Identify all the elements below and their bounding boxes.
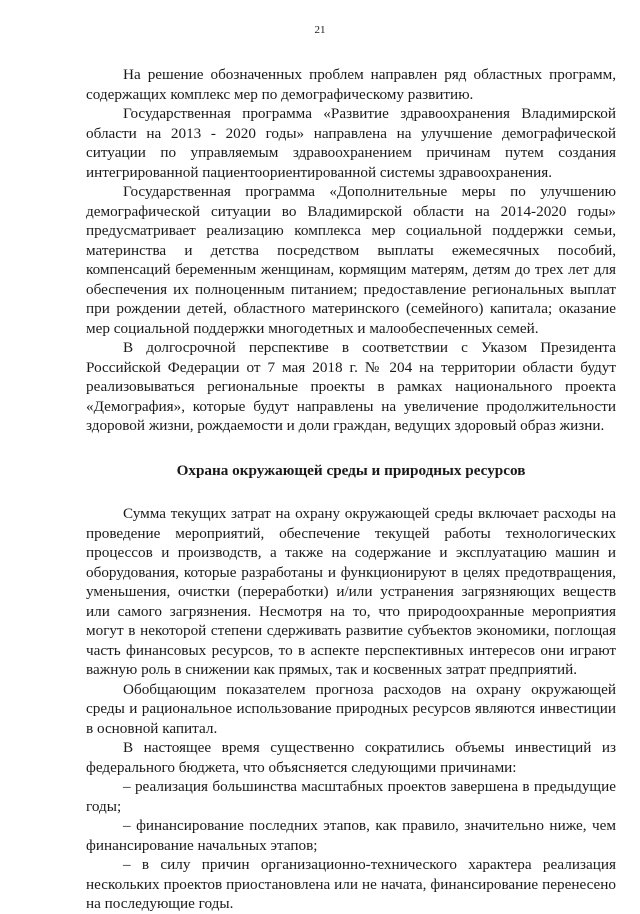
paragraph-national-project: В долгосрочной перспективе в соответствии с Указом Президента Российской Федерации от 7 мая 2018 г. № 204 на территории области будут реализовываться региональные проекты в рамках национального проекта «Демография», которые будут направлены на увеличение продолжительности здоровой жизни, рождаемости и доли граждан, ведущих здоровый образ жизни.	[86, 339, 616, 434]
list-item-reason-completed: – реализация большинства масштабных проектов завершена в предыдущие годы;	[86, 778, 616, 815]
page-content	[86, 65, 616, 914]
paragraph-federal-investment: В настоящее время существенно сократились объемы инвестиций из федерального бюджета, что объясняется следующими причинами:	[86, 739, 616, 776]
paragraph-healthcare-program: Государственная программа «Развитие здравоохранения Владимирской области на 2013 - 2020 годы» направлена на улучшение демографической ситуации по управляемым здравоохранением причинам путем создания интегрированной пациентоориентированной системы здравоохранения.	[86, 105, 616, 181]
list-item-reason-postponed: – в силу причин организационно-технического характера реализация нескольких проектов приостановлена или не начата, финансирование перенесено на последующие годы.	[86, 856, 616, 912]
list-item-reason-funding: – финансирование последних этапов, как правило, значительно ниже, чем финансирование начальных этапов;	[86, 817, 616, 854]
page-number: 21	[314, 24, 326, 36]
paragraph-investment-indicator: Обобщающим показателем прогноза расходов на охрану окружающей среды и рациональное использование природных ресурсов являются инвестиции в основной капитал.	[86, 680, 616, 737]
paragraph-current-costs: Сумма текущих затрат на охрану окружающей среды включает расходы на проведение мероприятий, обеспечение текущей работы технологических процессов и производств, а также на содержание и эксплуатацию машин и оборудования, которые разработаны и функционируют в целях предотвращения, уменьшения, очистки (переработки) и/или устранения загрязняющих веществ или самого загрязнения. Несмотря на то, что природоохранные мероприятия могут в некоторой степени сдерживать развитие субъектов экономики, поглощая часть финансовых ресурсов, то в аспекте перспективных интересов они играют важную роль в снижении как прямых, так и косвенных затрат предприятий.	[86, 505, 616, 678]
paragraph-demography-program: Государственная программа «Дополнительные меры по улучшению демографической ситуации во Владимирской области на 2014-2020 годы» предусматривает реализацию комплекса мер социальной поддержки семьи, материнства и детства посредством выплаты ежемесячных пособий, компенсаций беременным женщинам, кормящим матерям, детям до трех лет для обеспечения их полноценным питанием; предоставление региональных выплат при рождении детей, областного материнского (семейного) капитала; оказание мер социальной поддержки многодетных и малообеспеченных семей.	[86, 183, 616, 337]
section-heading: Охрана окружающей среды и природных ресурсов	[176, 461, 526, 479]
paragraph-regional-programs: На решение обозначенных проблем направлен ряд областных программ, содержащих комплекс мер по демографическому развитию.	[86, 66, 616, 103]
